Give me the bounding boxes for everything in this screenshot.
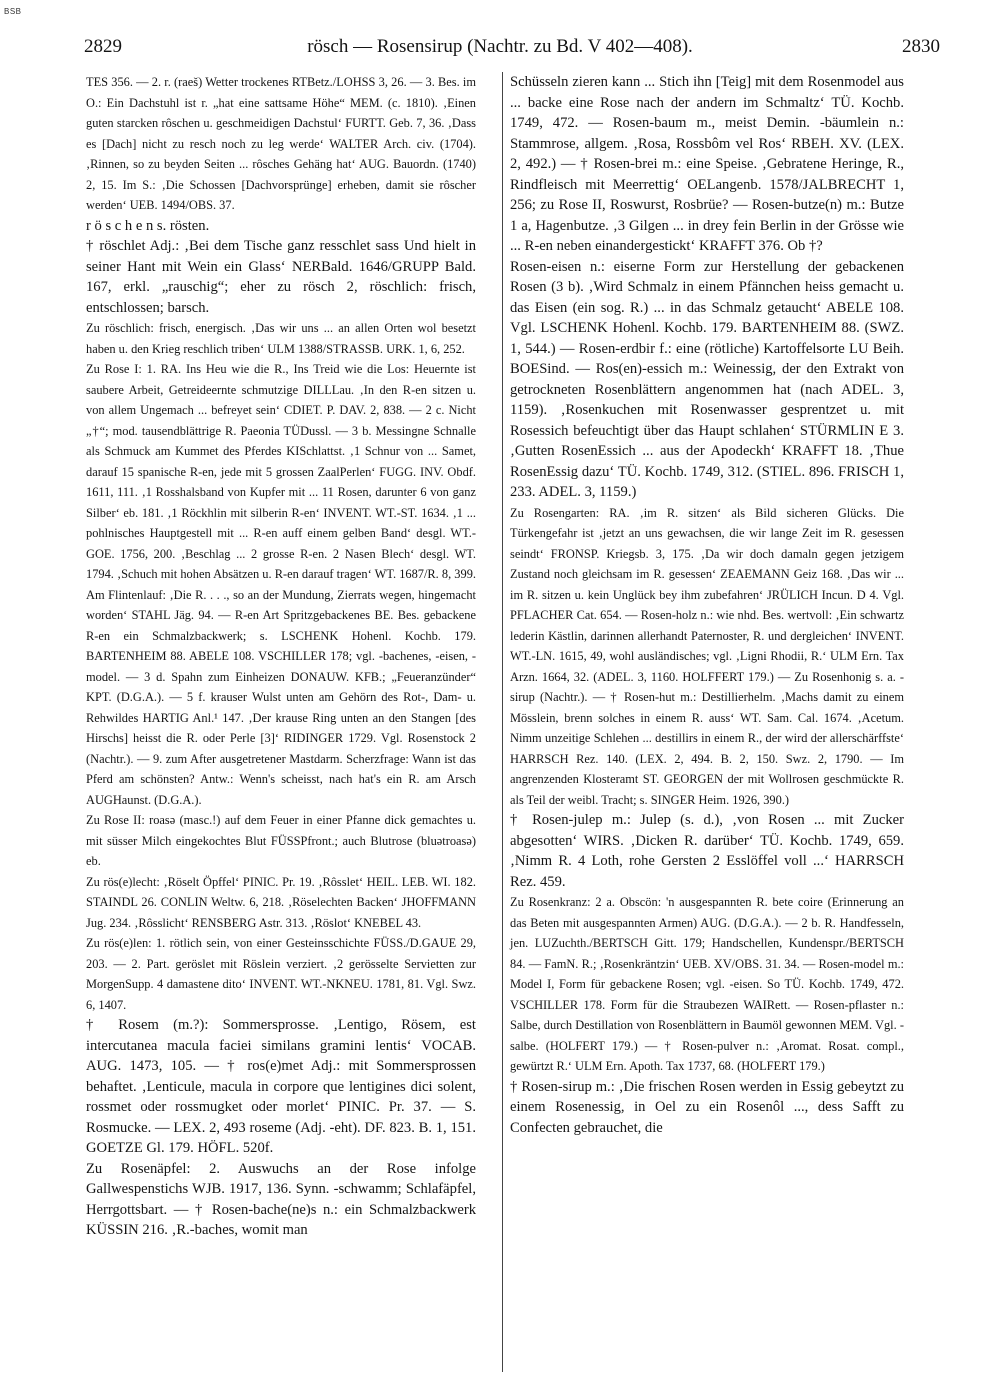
dictionary-entry: Zu röschlich: frisch, energisch. ‚Das wir uns ... an allen Orten wol besetzt haben u. den Krieg reschlich triben‘ ULM 1388/STRASSB. URK. 1, 6, 252. — [86, 321, 476, 356]
dictionary-entry: † röschlet Adj.: ‚Bei dem Tische ganz resschlet sass Und hielt in seiner Hant mit Wein ein Glass‘ NERBald. 1646/GRUPP Bald. 167, erkl. „rauschig“; eher zu rösch 2, röschlich: frisch, entschlossen; barsch. — [86, 238, 476, 316]
left-text-column — [86, 72, 476, 1241]
page-number-right: 2830 — [902, 36, 940, 57]
dictionary-entry: Zu Rosenäpfel: 2. Auswuchs an der Rose infolge Gallwespenstichs WJB. 1917, 136. Synn. -schwamm; Schlafäpfel, Herrgottsbart. — † Rosen-bache(ne)s n.: ein Schmalzbackwerk KÜSSIN 216. ‚R.-baches, womit man — [86, 1160, 476, 1238]
dictionary-entry: Zu rös(e)len: 1. rötlich sein, von einer Gesteinsschichte FÜSS./D.GAUE 29, 203. — 2. Part. geröslet mit Röslein verziert. ‚2 gerösselte Servietten zur MorgenSupp. 4 damastene dito‘ INVENT. WT.-NKNEU. 1781, 81. Vgl. Swz. 6, 1407. — [86, 936, 476, 1012]
library-stamp: BSB — [4, 7, 22, 16]
dictionary-entry: † Rosen-julep m.: Julep (s. d.), ‚von Rosen ... mit Zucker abgesotten‘ WIRS. ‚Dicken R. darüber‘ TÜ. Kochb. 1749, 659. ‚Nimm R. 4 Loth, rohe Gersten 2 Esslöffel voll ...‘ HARRSCH Rez. 459. — [510, 812, 904, 890]
dictionary-entry: Zu Rosenkranz: 2 a. Obscön: 'n ausgespannten R. bete coire (Erinnerung an das Beten mit ausgespannten Armen) AUG. (D.G.A.). — 2 b. R. Handfesseln, jen. LUZuchth./BERTSCH Gitt. 179; Handschellen, Kundenspr./BERTSCH 84. — FamN. R.; ‚Rosenkräntzin‘ UEB. XV/OBS. 31. 34. — Rosen-model m.: Model I, Form für gebackene Rosen; vgl. -eisen. So TÜ. Kochb. 1749, 472. VSCHILLER 178. Form für die Straubezen WAIRett. — Rosen-pflaster n.: Salbe, durch Destillation von Rosenblättern in Baumöl gewonnen MEM. Vgl. -salbe. (HOLFERT 179.) — † Rosen-pulver n.: ‚Aromat. Rosat. compl., gewürtzt R.‘ ULM Ern. Apoth. Tax 1737, 68. (HOLFERT 179.) — [510, 895, 904, 1073]
dictionary-entry: Zu Rose II: roasə (masc.!) auf dem Feuer in einer Pfanne dick gemachtes u. mit süsser Milch eingekochtes Blut FÜSSPfront.; auch Blutrose (bluətroasə) eb. — [86, 813, 476, 868]
dictionary-entry: Zu Rosengarten: RA. ‚im R. sitzen‘ als Bild sicheren Glücks. Die Türkengefahr ist ‚jetzt an uns gewachsen, die wir lange Zeit im R. gesessen seindt‘ FRONSP. Kriegsb. 3, 175. ‚Da wir doch damaln gegen jetzigem Zustand noch gleichsam im R. gesessen‘ ZEAEMANN Geiz 168. ‚Das wir ... im R. sitzen u. kein Unglück bey ihm zubefahren‘ JRÜLICH Incun. D 4. Vgl. PFLACHER Cat. 654. — Rosen-holz n.: wie nhd. Bes. wertvoll: ‚Ein schwartz lederin Kästlin, darinnen allerhandt Paternoster, R. und dergleichen‘ INVENT. WT.-LN. 1615, 49, wohl ausländisches; vgl. ‚Ligni Rhodii, R.‘ ULM Ern. Tax Arzn. 1664, 32. (ADEL. 3, 1160. HOLFFERT 179.) — Zu Rosenhonig s. a. -sirup (Nachtr.). — † Rosen-hut m.: Destillierhelm. ‚Machs damit zu einem Mösslein, brenn solches in einem R. auss‘ WT. Sam. Cal. 1674. ‚Acetum. Nimm unzeitige Schlehen ... destillirs in einem R., der wird der allerschärffste‘ HARRSCH Rez. 140. (LEX. 2, 494. B. 2, 150. Swz. 2, 1790. — Im angrenzenden Klosteramt ST. GEORGEN der mit Wollrosen geschmückte R. als Teil der weibl. Tracht; s. SINGER Heim. 1926, 390.) — [510, 505, 904, 807]
dictionary-entry: Schüsseln zieren kann ... Stich ihn [Teig] mit dem Rosenmodel aus ... backe eine Rose nach der andern im Schmaltz‘ TÜ. Kochb. 1749, 472. — Rosen-baum m., meist Demin. -bäumlein n.: Stammrose, allgem. ‚Rosa, Rossbôm vel Ros‘ RBEH. XV. (LEX. 2, 492.) — † Rosen-brei m.: eine Speise. ‚Gebratene Heringe, R., Rindfleisch mit Meerrettig‘ OELangenb. 1578/JALBRECHT 1, 256; zu Rose II, Roswurst, Rosbrüe? — Rosen-butze(n) m.: Butze 1 a, Hagenbutze. ‚3 Gilgen ... in drey fein Berlin in der Grösse wie ... R-en neben einandergestickt‘ KRAFFT 376. Ob †? — [510, 74, 904, 254]
dictionary-entry: † Rosem (m.?): Sommersprosse. ‚Lentigo, Rösem, est intercutanea macula faciei similans gramini lentis‘ VOCAB. AUG. 1473, 105. — † ros(e)met Adj.: mit Sommersprossen behaftet. ‚Lenticule, macula in corpore que lentigines dici solent, rossmet oder rossmugket oder morlet‘ PINIC. Pr. 37. — S. Rosmucke. — LEX. 2, 493 roseme (Adj. -eht). DF. 823. B. 1, 151. GOETZE Gl. 179. HÖFL. 520f. — [86, 1017, 476, 1156]
page-number-left: 2829 — [84, 36, 122, 57]
dictionary-entry: Rosen-eisen n.: eiserne Form zur Herstellung der gebackenen Rosen (3 b). ‚Wird Schmalz in einem Pfännchen heiss gemacht u. das Eisen (ein sog. R.) ... in das Schmalz getaucht‘ ABELE 108. Vgl. LSCHENK Hohenl. Kochb. 179. BARTENHEIM 88. (SWZ. 1, 544.) — Rosen-erdbir f.: eine (rötliche) Kartoffelsorte LU Beih. BOESind. — Ros(en)-essich m.: Weinessig, der den Extrakt von getrockneten Rosenblättern angenommen hat (nach ADEL. 3, 1159). ‚Rosenkuchen mit Rosenwasser gesprentzet u. mit Rosessich befeuchtigt über das Haupt schlahen‘ STÜRMLIN E 3. ‚Gutten RosenEssich ... aus der Apodeckh‘ KRAFFT 18. ‚Thue RosenEssig dazu‘ TÜ. Kochb. 1749, 312. (STIEL. 896. FRISCH 1, 233. ADEL. 3, 1159.) — [510, 258, 904, 500]
column-divider — [502, 72, 503, 1372]
dictionary-entry: Zu Rose I: 1. RA. Ins Heu wie die R., Ins Treid wie die Los: Heuernte ist saubere Arbeit, Getreideernte schmutzige DILLLau. ‚In den R-en sitzen u. von allem Ungemach ... befreyet sein‘ CDIET. P. DAV. 2, 838. — 2 c. Nicht „†“; mod. tausendblättrige R. Paeonia TÜDussl. — 3 b. Messingne Schnalle als Schmuck am Kummet des Pferdes KISchlattst. ‚1 Schnur von ... Samet, darauf 15 spanische R-en, jede mit 5 grossen ZaalPerlen‘ FUGG. INV. Obdf. 1611, 111. ‚1 Rosshalsband von Kupfer mit ... 11 Rosen, darunter 6 von ganz Silber‘ eb. 181. ‚1 Röckhlin mit silberin R-en‘ INVENT. WT.-ST. 1634. ‚1 ... pohlnisches Hauptgestell mit ... R-en auff einem gelben Band‘ desgl. WT.-GOE. 1756, 200. ‚Beschlag ... 2 grosse R-en. 2 Nasen Blech‘ desgl. WT. 1794. ‚Schuch mit hohen Absätzen u. R-en darauf tragen‘ WT. 1687/R. 8, 399. Am Flintenlauf: ‚Die R. . . ., so an der Mundung, Zierrats wegen, hingemacht worden‘ STAHL Jäg. 94. — R-en Art Spritzgebackenes BE. Bes. gebackene R-en ein Schmalzbackwerk; s. LSCHENK Hohenl. Kochb. 179. BARTENHEIM 88. ABELE 108. VSCHILLER 178; vgl. -bachenes, -eisen, -model. — 3 d. Spahn zum Einheizen DONAUW. KFB.; „Feueranzünder“ KPT. (D.G.A.). — 5 f. krauser Wulst unten am Gehörn des Rot-, Dam- u. Rehwildes HARTIG Anl.¹ 147. ‚Der krause Ring unten an den Stangen [des Hirschs] heisst die R. oder Perle [3]‘ RIDINGER 1729. Vgl. Rosenstock 2 (Nachtr.). — 9. zum After ausgetretener Mastdarm. Scherzfrage: Wann ist das Pferd am schönsten? Antw.: Wenn's scheisst, nach hat's ein R. am Arsch AUGHaunst. (D.G.A.). — [86, 362, 476, 807]
dictionary-entry: TES 356. — 2. r. (raeš) Wetter trockenes RTBetz./LOHSS 3, 26. — 3. Bes. im O.: Ein Dachstuhl ist r. „hat eine sattsame Höhe“ MEM. (c. 1810). ‚Einen guten starcken rôschen u. geschmeidigen Dachstul‘ FURTT. Geb. 7, 36. ‚Dass es [Dach] nicht zu resch noch zu leg werde‘ WALTER Arch. civ. (1704). ‚Rinnen, so zu beyden Seiten ... rôsches Gehäng hat‘ AUG. Bauordn. (1740) 2, 15. Im S.: ‚Die Schossen [Dachvorsprünge] erheben, damit sie rôscher werden‘ UEB. 1494/OBS. 37. — [86, 75, 476, 212]
dictionary-entry: † Rosen-sirup m.: ‚Die frischen Rosen werden in Essig gebeytzt zu einem Rosenessig, in Oel zu ein Rosenôl ..., dess Safft zu Confecten gebrauchet, die — [510, 1078, 904, 1136]
page-header — [60, 36, 940, 62]
right-text-column — [510, 72, 904, 1138]
dictionary-entry: Zu rös(e)lecht: ‚Röselt Öpffel‘ PINIC. Pr. 19. ‚Rôsslet‘ HEIL. LEB. WI. 182. STAINDL 26. CONLIN Weltw. 6, 218. ‚Röselechten Backen‘ JHOFFMANN Jug. 234. ‚Rôsslicht‘ RENSBERG Astr. 313. ‚Röslot‘ KNEBEL 43. — [86, 874, 476, 930]
dictionary-entry: r ö s c h e n s. rösten. — [86, 217, 210, 234]
running-title: rösch — Rosensirup (Nachtr. zu Bd. V 402—408). — [307, 36, 693, 57]
